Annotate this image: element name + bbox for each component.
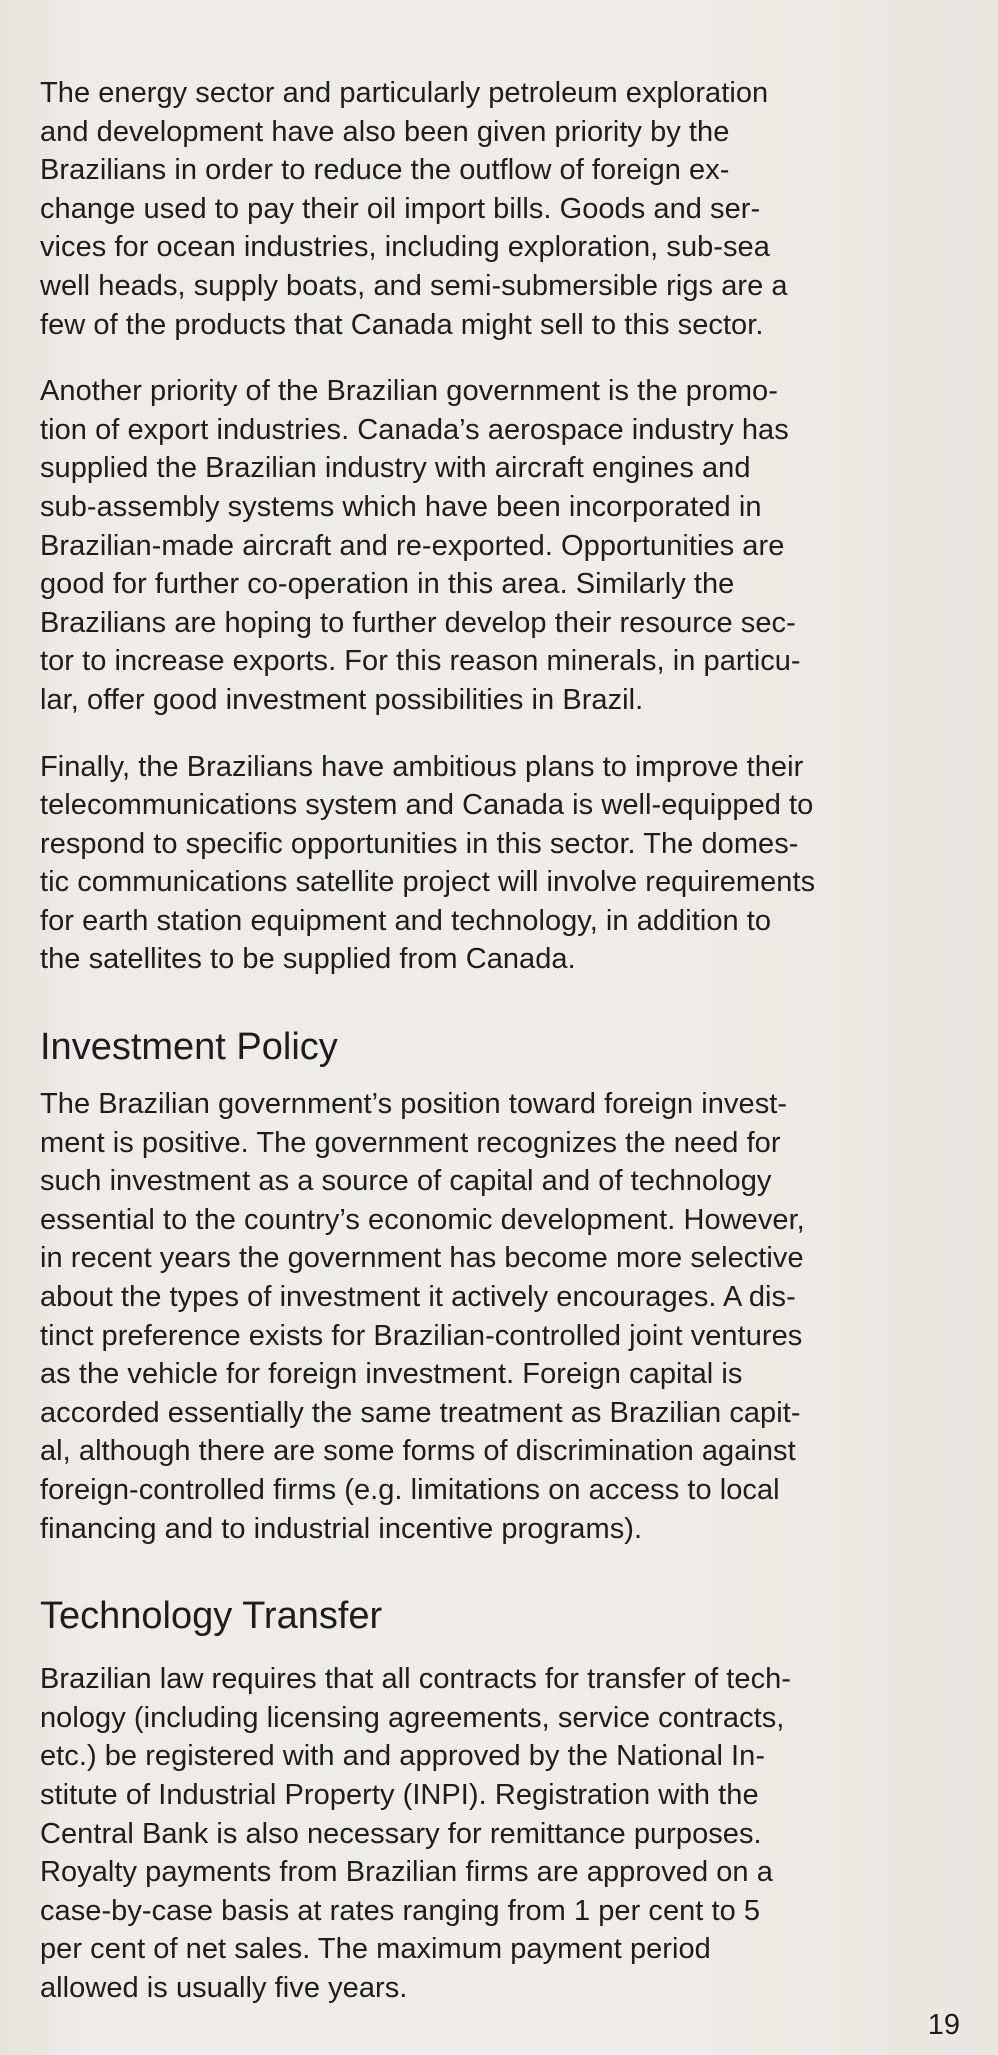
heading-technology-transfer: Technology Transfer (40, 1595, 383, 1638)
paragraph-telecommunications: Finally, the Brazilians have ambitious plans to improve their telecommunications system and Canada is well-equipped to respond to specific opportunities in this sector. The domes- tic communications satellite project will involve requirements for earth station equipment and technology, in addition to the satellites to be supplied from Canada. (40, 750, 816, 976)
paragraph-export-industries: Another priority of the Brazilian government is the promo- tion of export industries. Canada’s aerospace industry has supplied the Brazilian industry with aircraft engines and sub-assembly systems which have been incorporated in Brazilian-made aircraft and re-exported. Opportunities are good for further co-operation in this area. Similarly the Brazilians are hoping to further develop their resource sec- tor to increase exports. For this reason minerals, in particu- lar, offer good investment possibilities in Brazil. (40, 375, 801, 716)
paragraph-energy-sector: The energy sector and particularly petroleum exploration and development have also been given priority by the Brazilians in order to reduce the outflow of foreign ex- change used to pay their oil import bills. Goods and ser- vices for ocean industries, including exploration, sub-sea well heads, supply boats, and semi-submersible rigs are a few of the products that Canada might sell to this sector. (40, 77, 788, 341)
page-content (40, 74, 960, 2008)
paragraph-investment-policy: The Brazilian government’s position toward foreign invest- ment is positive. The government recognizes the need for such investment as a source of capital and of technology essential to the country’s economic development. However, in recent years the government has become more selective about the types of investment it actively encourages. A dis- tinct preference exists for Brazilian-controlled joint ventures as the vehicle for foreign investment. Foreign capital is accorded essentially the same treatment as Brazilian capit- al, although there are some forms of discrimination against foreign-controlled firms (e.g. limitations on access to local financing and to industrial incentive programs). (40, 1088, 805, 1545)
heading-investment-policy: Investment Policy (40, 1026, 338, 1069)
page-number: 19 (927, 2009, 960, 2041)
paragraph-technology-transfer: Brazilian law requires that all contracts for transfer of tech- nology (including licensing agreements, service contracts, etc.) be registered with and approved by the National In- stitute of Industrial Property (INPI). Registration with the Central Bank is also necessary for remittance purposes. Royalty payments from Brazilian firms are approved on a case-by-case basis at rates ranging from 1 per cent to 5 per cent of net sales. The maximum payment period allowed is usually five years. (40, 1663, 792, 2004)
